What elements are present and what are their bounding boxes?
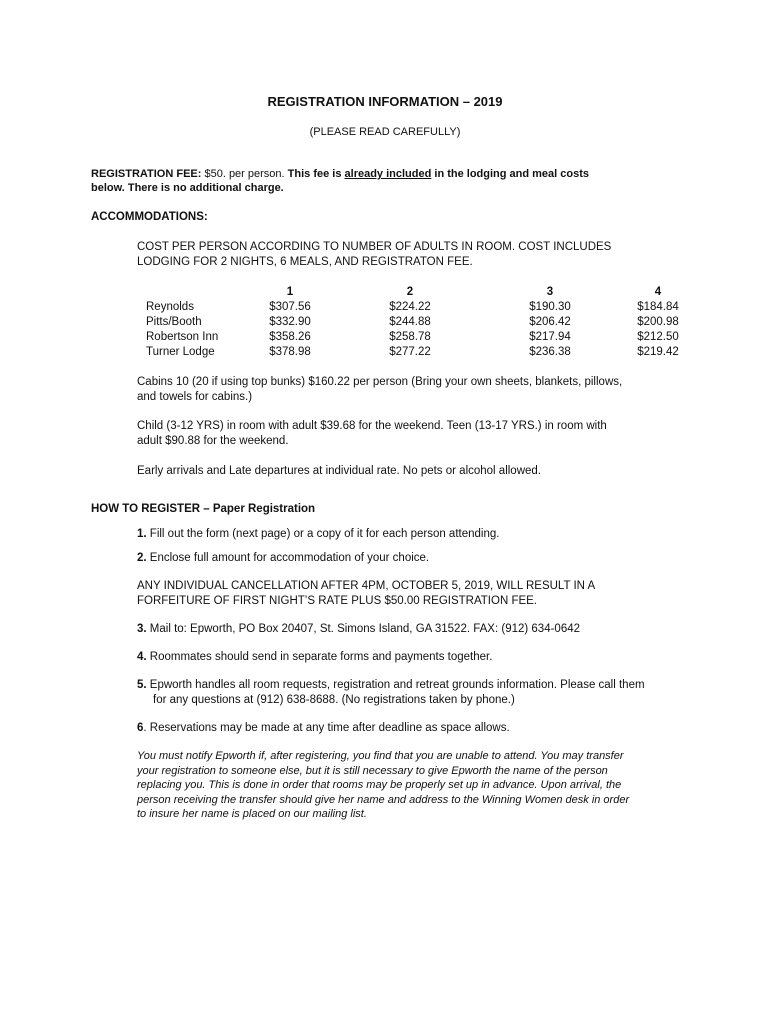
- rate-cell: $378.98: [269, 346, 311, 358]
- intro-line1: COST PER PERSON ACCORDING TO NUMBER OF ADULTS IN ROOM. COST INCLUDES: [137, 241, 612, 253]
- step-text: Enclose full amount for accommodation of your choice.: [146, 552, 430, 564]
- fee-text-a: This fee is: [284, 168, 345, 180]
- rate-cell: $200.98: [637, 316, 679, 328]
- rate-cell: $184.84: [637, 301, 679, 313]
- fee-underlined: already included: [344, 168, 432, 180]
- cancellation-paragraph: [137, 579, 595, 609]
- rates-table: [140, 285, 716, 360]
- register-heading-b: – Paper Registration: [200, 503, 316, 515]
- table-row: [140, 345, 716, 360]
- rate-cell: $236.38: [529, 346, 571, 358]
- step-number: 1.: [137, 528, 147, 540]
- step-3: [137, 622, 580, 637]
- step-text-cont: for any questions at (912) 638-8688. (No registrations taken by phone.): [153, 694, 515, 706]
- register-heading-a: HOW TO REGISTER: [91, 503, 201, 515]
- step-5: [137, 678, 645, 708]
- step-2: [137, 551, 429, 566]
- lodge-name: Turner Lodge: [146, 346, 215, 358]
- cabins-line1: Cabins 10 (20 if using top bunks) $160.22 per person (Bring your own sheets, blankets, pillows,: [137, 376, 623, 388]
- rate-cell: $219.42: [637, 346, 679, 358]
- fee-line2: below. There is no additional charge.: [91, 182, 284, 194]
- lodge-name: Reynolds: [146, 301, 194, 313]
- page-title: REGISTRATION INFORMATION – 2019: [267, 94, 503, 109]
- cancel-line2: FORFEITURE OF FIRST NIGHT’S RATE PLUS $50.00 REGISTRATION FEE.: [137, 595, 538, 607]
- transfer-notice: [137, 749, 629, 822]
- rates-header-1: 1: [286, 286, 294, 298]
- how-to-register-heading: [91, 503, 315, 515]
- cancel-line1: ANY INDIVIDUAL CANCELLATION AFTER 4PM, OCTOBER 5, 2019, WILL RESULT IN A: [137, 580, 596, 592]
- notice-line2: your registration to someone else, but it is still necessary to give Epworth the name of the person: [137, 764, 608, 777]
- cabins-paragraph: [137, 375, 622, 405]
- notice-line3: replacing you. This is done in order that rooms may be properly set up in advance. Upon arrival, the: [137, 779, 622, 791]
- table-row: [140, 315, 716, 330]
- lodge-name: Robertson Inn: [146, 331, 219, 343]
- accommodations-intro: [137, 240, 611, 270]
- rate-cell: $212.50: [637, 331, 679, 343]
- step-number: 3.: [137, 623, 147, 635]
- table-row: [140, 300, 716, 315]
- child-line2: adult $90.88 for the weekend.: [137, 435, 289, 447]
- step-text: . Reservations may be made at any time after deadline as space allows.: [143, 722, 510, 734]
- fee-label: REGISTRATION FEE:: [91, 168, 202, 180]
- rate-cell: $358.26: [269, 331, 311, 343]
- rate-cell: $190.30: [529, 301, 571, 313]
- step-number: 4.: [137, 651, 147, 663]
- step-1: [137, 527, 499, 542]
- intro-line2: LODGING FOR 2 NIGHTS, 6 MEALS, AND REGISTRATON FEE.: [137, 256, 473, 268]
- rates-header-4: 4: [654, 286, 662, 298]
- step-text: Roommates should send in separate forms and payments together.: [146, 651, 493, 663]
- rate-cell: $244.88: [389, 316, 431, 328]
- notice-line1: You must notify Epworth if, after registering, you find that you are unable to attend. You may transfer: [137, 750, 624, 762]
- step-text: Fill out the form (next page) or a copy of it for each person attending.: [146, 528, 500, 540]
- rates-header-lodge: [140, 285, 260, 300]
- rate-cell: $224.22: [389, 301, 431, 313]
- rate-cell: $307.56: [269, 301, 311, 313]
- rate-cell: $332.90: [269, 316, 311, 328]
- rate-cell: $277.22: [389, 346, 431, 358]
- rate-cell: $258.78: [389, 331, 431, 343]
- step-number: 5.: [137, 679, 147, 691]
- accommodations-heading: ACCOMMODATIONS:: [91, 211, 208, 223]
- page-subtitle: (PLEASE READ CAREFULLY): [309, 126, 461, 138]
- lodge-name: Pitts/Booth: [146, 316, 202, 328]
- rate-cell: $206.42: [529, 316, 571, 328]
- notice-line4: person receiving the transfer should give her name and address to the Winning Women desk in order: [137, 793, 630, 806]
- rates-header-row: [140, 285, 716, 300]
- fee-amount: $50. per person.: [201, 168, 285, 180]
- step-4: [137, 650, 492, 665]
- step-number: 6: [137, 722, 144, 734]
- registration-fee-paragraph: [91, 167, 651, 195]
- rates-header-3: 3: [546, 286, 554, 298]
- cabins-line2: and towels for cabins.): [137, 391, 253, 403]
- child-line1: Child (3-12 YRS) in room with adult $39.68 for the weekend. Teen (13-17 YRS.) in room with: [137, 420, 607, 432]
- rate-cell: $217.94: [529, 331, 571, 343]
- step-6: [137, 721, 510, 736]
- step-text: Mail to: Epworth, PO Box 20407, St. Simons Island, GA 31522. FAX: (912) 634-0642: [146, 623, 580, 635]
- child-paragraph: [137, 419, 607, 449]
- step-number: 2.: [137, 552, 147, 564]
- table-row: [140, 330, 716, 345]
- fee-text-b: in the lodging and meal costs: [431, 168, 590, 180]
- rates-header-2: 2: [406, 286, 414, 298]
- notice-line5: to insure her name is placed on our mailing list.: [137, 808, 367, 820]
- step-text: Epworth handles all room requests, registration and retreat grounds information. Please call them: [146, 679, 645, 691]
- early-arrivals-paragraph: Early arrivals and Late departures at individual rate. No pets or alcohol allowed.: [137, 465, 541, 477]
